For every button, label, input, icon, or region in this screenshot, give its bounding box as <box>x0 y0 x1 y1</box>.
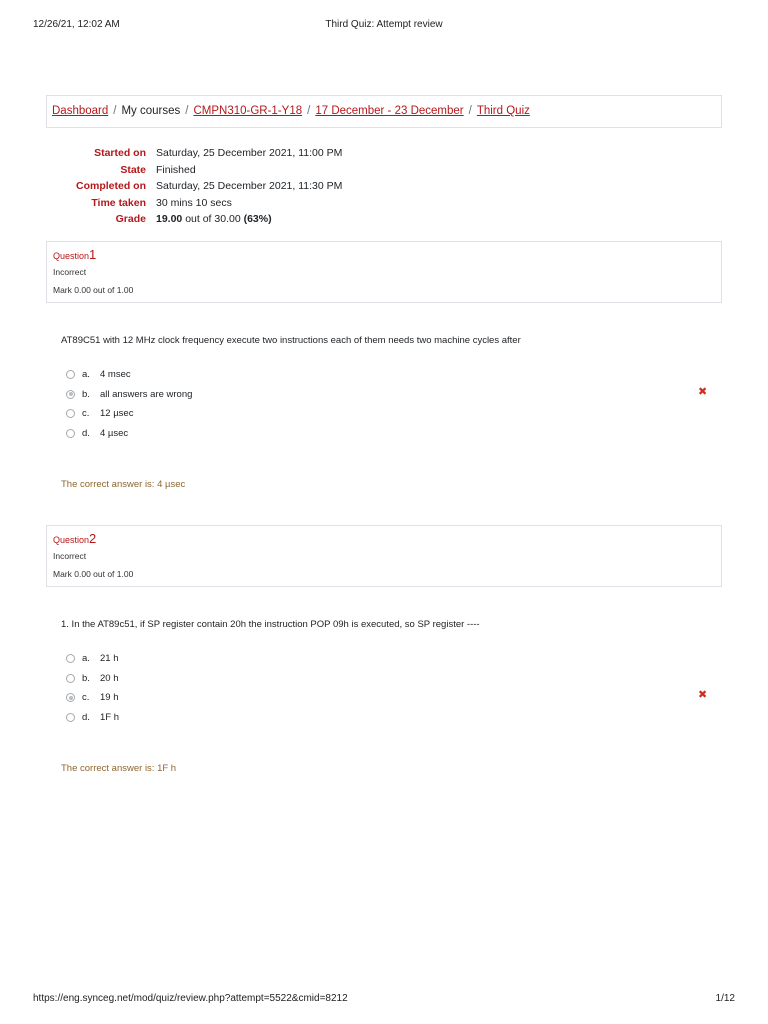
print-header <box>0 19 768 33</box>
grade-percent: (63%) <box>243 213 272 226</box>
answer-text: 20 h <box>100 672 119 684</box>
state-label: State <box>120 163 146 176</box>
question-1-text: AT89C51 with 12 MHz clock frequency execute two instructions each of them needs two machine cycles after <box>61 335 521 346</box>
breadcrumb-course-link[interactable]: CMPN310-GR-1-Y18 <box>193 105 303 117</box>
breadcrumb-my-courses: My courses <box>121 105 181 117</box>
state-value: Finished <box>156 163 196 176</box>
answer-letter: a. <box>82 369 90 380</box>
print-page-number: 1/12 <box>715 993 735 1004</box>
summary-row-state <box>46 164 446 181</box>
answer-text: 4 msec <box>100 369 131 380</box>
question-state: Incorrect <box>53 267 87 277</box>
breadcrumb <box>46 95 722 128</box>
question-state: Incorrect <box>53 551 87 561</box>
answer-text: 19 h <box>100 692 119 704</box>
time-taken-value: 30 mins 10 secs <box>156 196 232 209</box>
answer-radio[interactable] <box>66 713 75 722</box>
answer-letter: b. <box>82 672 90 684</box>
started-on-label: Started on <box>94 147 146 159</box>
time-taken-label: Time taken <box>91 196 146 209</box>
grade-value <box>156 213 272 225</box>
answer-text: 21 h <box>100 653 119 664</box>
print-url: https://eng.synceg.net/mod/quiz/review.php?attempt=5522&cmid=8212 <box>33 993 348 1004</box>
breadcrumb-separator: / <box>307 105 311 117</box>
question-2-text: 1. In the AT89c51, if SP register contain 20h the instruction POP 09h is executed, so SP register ---- <box>61 619 480 630</box>
attempt-summary <box>46 147 446 230</box>
incorrect-x-icon: ✖ <box>698 689 708 701</box>
print-page-title: Third Quiz: Attempt review <box>325 19 443 30</box>
completed-on-value: Saturday, 25 December 2021, 11:30 PM <box>156 180 343 193</box>
answer-letter: d. <box>82 427 90 439</box>
answer-text: 1F h <box>100 711 120 723</box>
answer-radio[interactable] <box>66 674 75 683</box>
answer-text: 4 µsec <box>100 427 129 439</box>
breadcrumb-quiz-link[interactable]: Third Quiz <box>476 105 530 117</box>
answer-radio[interactable] <box>66 409 75 418</box>
answer-letter: b. <box>82 388 90 400</box>
breadcrumb-dashboard-link[interactable]: Dashboard <box>52 105 109 117</box>
summary-row-completed <box>46 180 446 197</box>
answer-radio-selected[interactable] <box>66 693 75 702</box>
print-datetime: 12/26/21, 12:02 AM <box>33 19 120 30</box>
answer-letter: a. <box>82 653 90 664</box>
grade-out-of: out of 30.00 <box>185 213 241 226</box>
question-number-value: 1 <box>89 247 97 262</box>
question-label: Question <box>53 251 90 261</box>
grade-label: Grade <box>115 213 146 226</box>
question-mark: Mark 0.00 out of 1.00 <box>53 285 134 295</box>
answer-radio[interactable] <box>66 654 75 663</box>
breadcrumb-week-link[interactable]: 17 December - 23 December <box>315 105 464 117</box>
answer-letter: c. <box>82 692 90 704</box>
question-1-info <box>46 241 722 303</box>
completed-on-label: Completed on <box>76 180 146 193</box>
incorrect-x-icon: ✖ <box>698 386 708 398</box>
breadcrumb-separator: / <box>185 105 189 117</box>
summary-row-grade <box>46 213 446 230</box>
answer-letter: c. <box>82 408 90 420</box>
answer-radio[interactable] <box>66 370 75 379</box>
question-2-info <box>46 525 722 587</box>
answer-text: all answers are wrong <box>100 388 193 400</box>
answer-radio[interactable] <box>66 429 75 438</box>
summary-row-time <box>46 197 446 214</box>
breadcrumb-separator: / <box>468 105 472 117</box>
started-on-value: Saturday, 25 December 2021, 11:00 PM <box>156 147 343 159</box>
breadcrumb-separator: / <box>113 105 117 117</box>
answer-letter: d. <box>82 711 90 723</box>
question-number <box>53 531 721 547</box>
answer-text: 12 µsec <box>100 408 134 420</box>
grade-score: 19.00 <box>156 213 183 226</box>
print-footer <box>0 993 768 1007</box>
question-mark: Mark 0.00 out of 1.00 <box>53 569 134 579</box>
answer-radio-selected[interactable] <box>66 390 75 399</box>
question-label: Question <box>53 535 90 545</box>
question-number-value: 2 <box>89 531 97 546</box>
question-number <box>53 247 721 263</box>
question-1-correct-answer: The correct answer is: 4 µsec <box>61 479 186 490</box>
question-2-correct-answer: The correct answer is: 1F h <box>61 763 177 774</box>
summary-row-started <box>46 147 446 164</box>
